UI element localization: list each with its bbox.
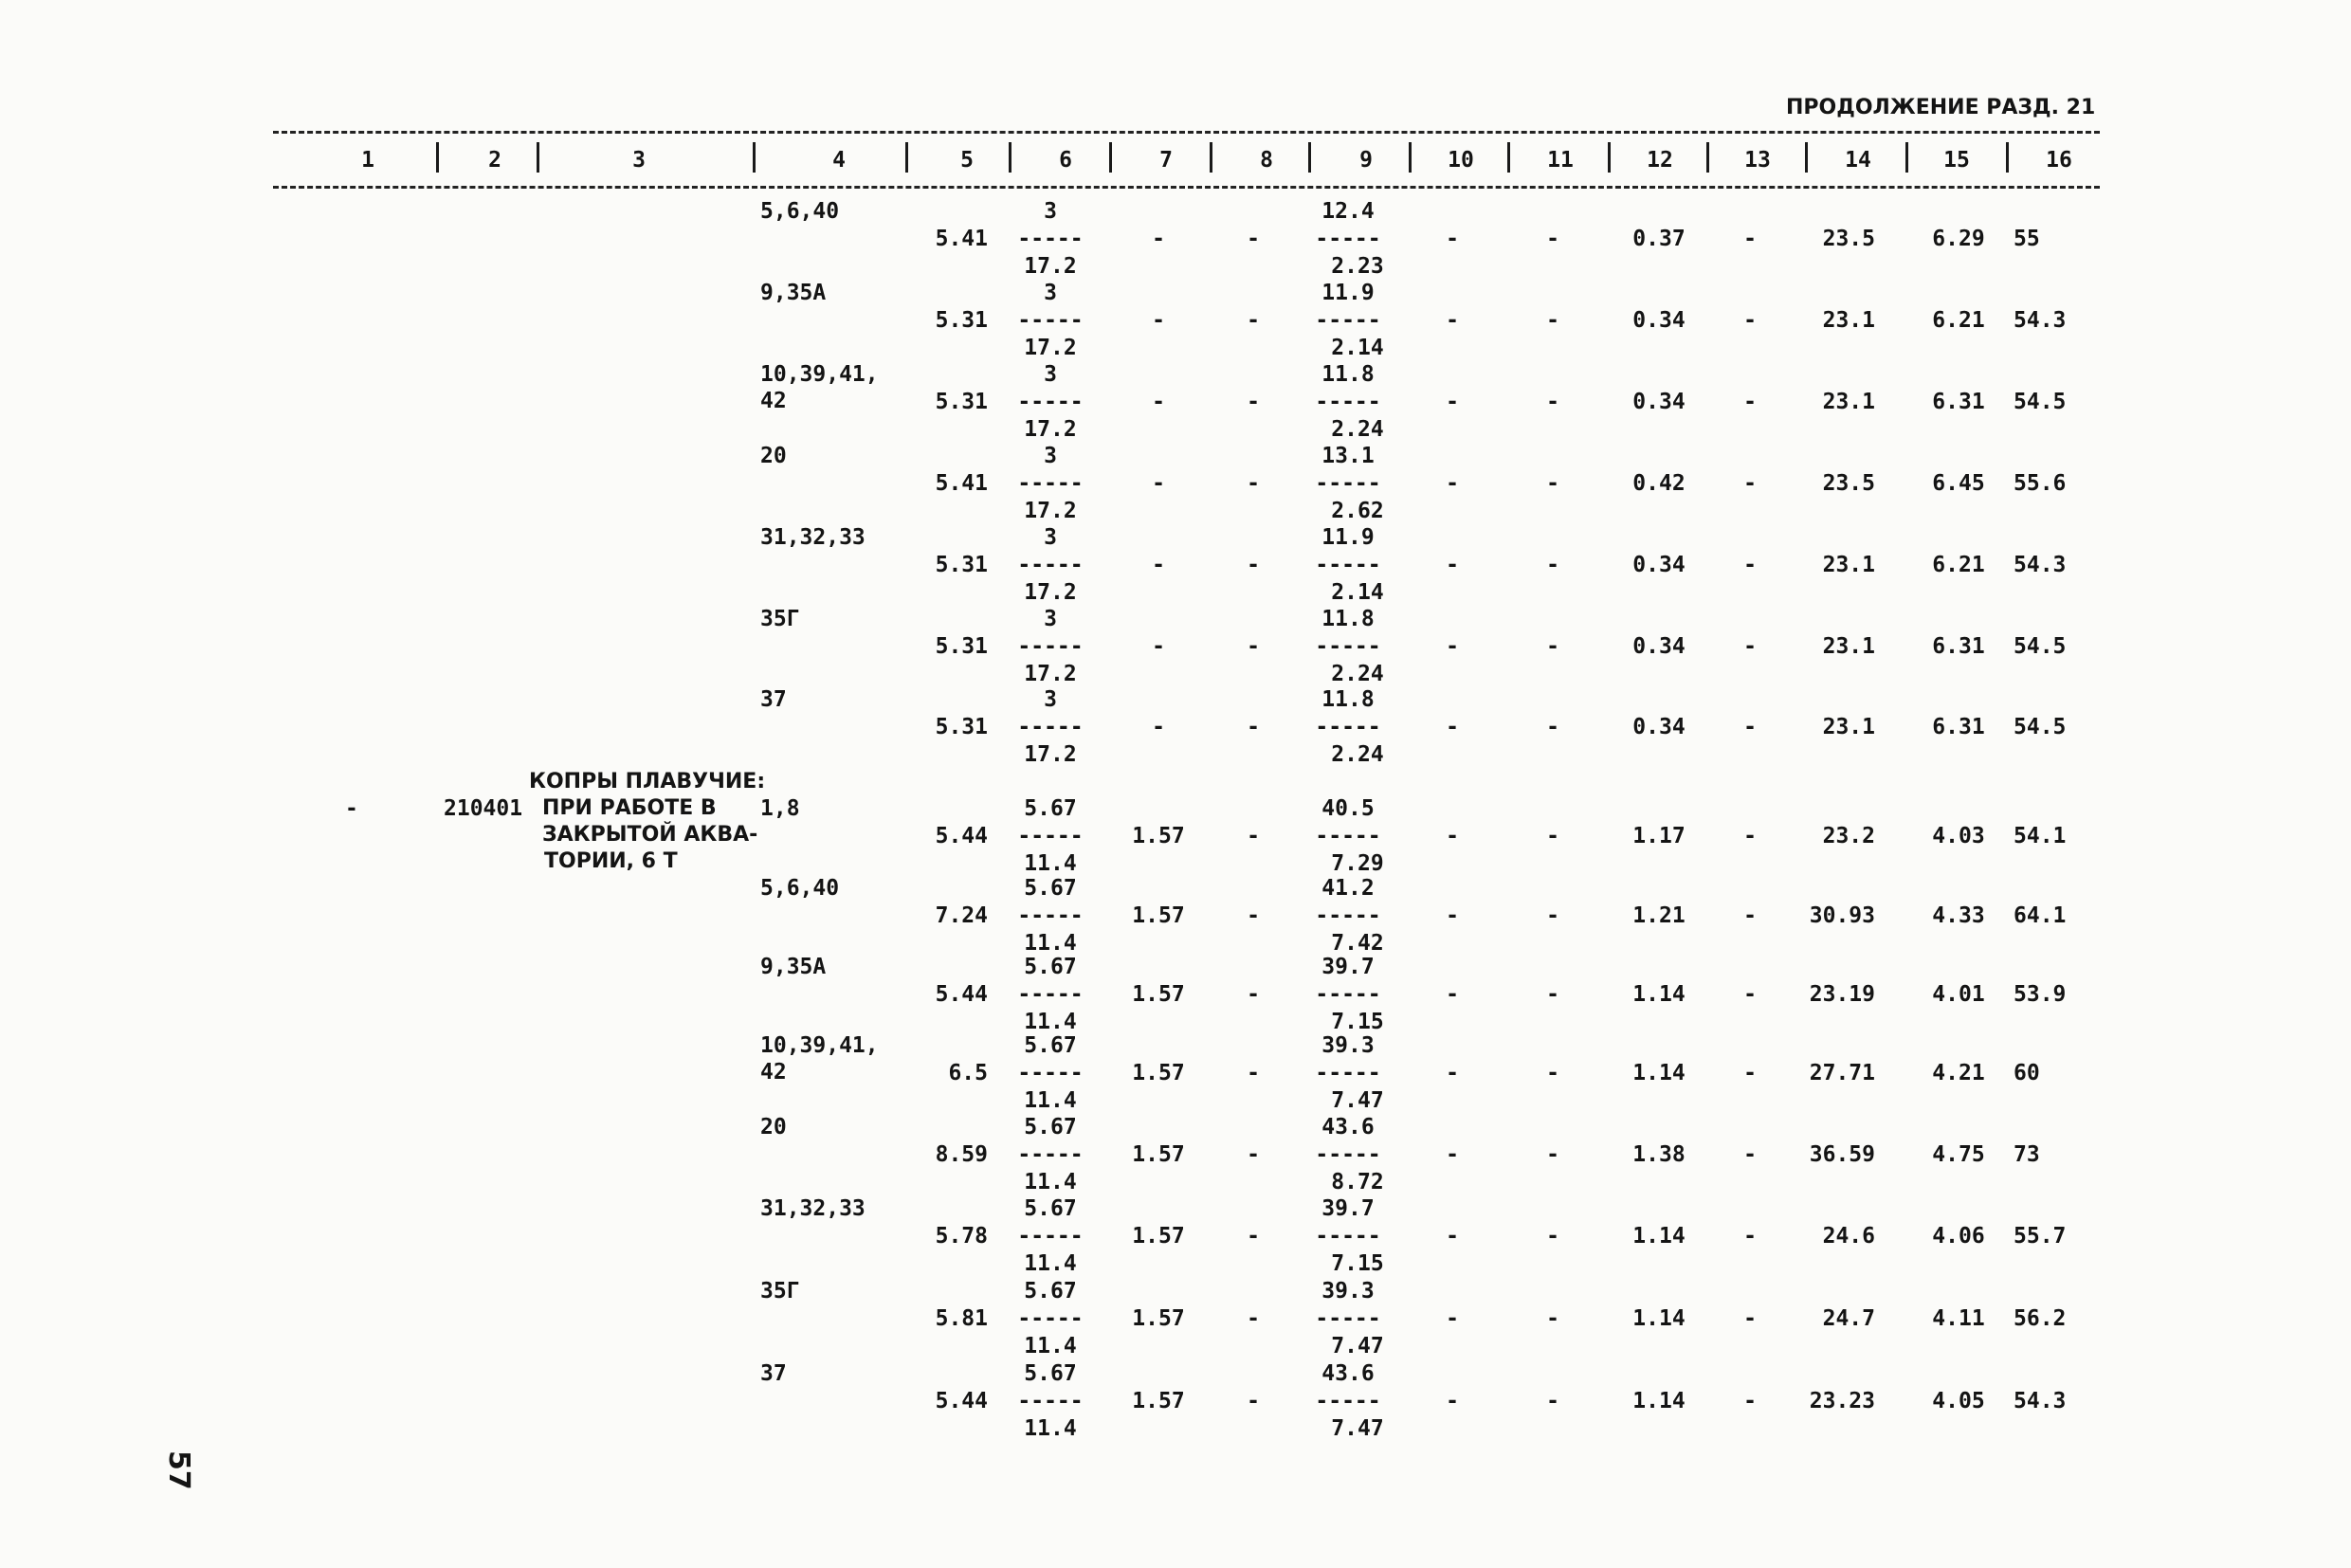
row-col16-value: 55 xyxy=(2014,227,2040,251)
column-header-7: 7 xyxy=(1159,148,1173,173)
row-col9-fraction-line: ----- xyxy=(1315,227,1381,251)
row-col16-value: 64.1 xyxy=(2014,903,2067,928)
row-col16-value: 54.3 xyxy=(2014,1389,2067,1413)
column-header-11: 11 xyxy=(1547,148,1574,173)
row-col4-label: 5,6,40 xyxy=(760,876,840,901)
row-col15-value: 6.29 xyxy=(1932,227,1985,251)
row-col4-label: 10,39,41, xyxy=(760,362,879,387)
row-col4-label: 31,32,33 xyxy=(760,525,866,550)
row-col9-denominator: 7.42 xyxy=(1331,931,1384,956)
row-col16-value: 54.5 xyxy=(2014,390,2067,414)
row-col10-value: - xyxy=(1446,715,1459,739)
row-col12-value: 1.14 xyxy=(1632,982,1686,1007)
row-col9-denominator: 2.24 xyxy=(1331,662,1384,686)
row-col6-numerator: 3 xyxy=(1044,607,1057,631)
row-col7-value: 1.57 xyxy=(1132,1142,1185,1167)
row-col9-fraction-line: ----- xyxy=(1315,1061,1381,1085)
row-col6-denominator: 11.4 xyxy=(1024,1334,1077,1358)
row-col10-value: - xyxy=(1446,308,1459,333)
row-col9-numerator: 11.9 xyxy=(1321,281,1375,305)
row-col10-value: - xyxy=(1446,553,1459,577)
row-col11-value: - xyxy=(1546,982,1559,1007)
column-header-12: 12 xyxy=(1647,148,1673,173)
row-col6-numerator: 3 xyxy=(1044,281,1057,305)
row-col9-fraction-line: ----- xyxy=(1315,715,1381,739)
group-name-line-1: КОПРЫ ПЛАВУЧИЕ: xyxy=(529,770,766,793)
row-col16-value: 54.5 xyxy=(2014,634,2067,659)
header-top-rule xyxy=(273,131,2100,134)
group-name-line-2: ПРИ РАБОТЕ В xyxy=(542,796,717,820)
row-col10-value: - xyxy=(1446,390,1459,414)
row-col15-value: 6.21 xyxy=(1932,308,1985,333)
row-col14-value: 23.1 xyxy=(1822,553,1875,577)
row-col14-value: 23.1 xyxy=(1822,715,1875,739)
row-col9-numerator: 13.1 xyxy=(1321,444,1375,468)
row-col4-label: 35Г xyxy=(760,607,800,631)
row-col12-value: 1.21 xyxy=(1632,903,1686,928)
row-col5-value: 5.78 xyxy=(935,1224,988,1249)
row-col13-value: - xyxy=(1743,903,1757,928)
row-col6-denominator: 17.2 xyxy=(1024,499,1077,523)
row-col9-numerator: 40.5 xyxy=(1321,796,1375,821)
row-col10-value: - xyxy=(1446,1389,1459,1413)
row-col7-value: - xyxy=(1152,715,1165,739)
row-col6-fraction-line: ----- xyxy=(1017,227,1084,251)
row-col9-denominator: 7.15 xyxy=(1331,1010,1384,1034)
row-col6-fraction-line: ----- xyxy=(1017,1224,1084,1249)
column-separator xyxy=(1805,142,1808,173)
row-col5-value: 6.5 xyxy=(948,1061,988,1085)
row-col10-value: - xyxy=(1446,1306,1459,1331)
row-col9-fraction-line: ----- xyxy=(1315,1142,1381,1167)
row-col16-value: 56.2 xyxy=(2014,1306,2067,1331)
row-col8-value: - xyxy=(1247,903,1260,928)
row-col9-fraction-line: ----- xyxy=(1315,634,1381,659)
row-col9-denominator: 7.47 xyxy=(1331,1088,1384,1113)
continuation-title: ПРОДОЛЖЕНИЕ РАЗД. 21 xyxy=(1786,96,2096,119)
row-col9-denominator: 7.47 xyxy=(1331,1416,1384,1441)
row-col11-value: - xyxy=(1546,1142,1559,1167)
row-col8-value: - xyxy=(1247,634,1260,659)
row-col10-value: - xyxy=(1446,1061,1459,1085)
row-col15-value: 4.06 xyxy=(1932,1224,1985,1249)
row-col12-value: 0.34 xyxy=(1632,390,1686,414)
row-col9-fraction-line: ----- xyxy=(1315,390,1381,414)
row-col8-value: - xyxy=(1247,471,1260,496)
column-separator xyxy=(1009,142,1011,173)
row-col12-value: 0.34 xyxy=(1632,308,1686,333)
column-separator xyxy=(436,142,439,173)
row-col5-value: 7.24 xyxy=(935,903,988,928)
row-col8-value: - xyxy=(1247,390,1260,414)
column-separator xyxy=(1608,142,1611,173)
row-col6-denominator: 17.2 xyxy=(1024,336,1077,360)
row-col5-value: 5.41 xyxy=(935,471,988,496)
row-col9-numerator: 11.8 xyxy=(1321,607,1375,631)
row-col8-value: - xyxy=(1247,553,1260,577)
row-col7-value: - xyxy=(1152,471,1165,496)
row-col16-value: 54.3 xyxy=(2014,553,2067,577)
row-col4-label: 37 xyxy=(760,687,787,712)
row-col14-value: 23.1 xyxy=(1822,390,1875,414)
row-col14-value: 23.1 xyxy=(1822,634,1875,659)
column-header-6: 6 xyxy=(1059,148,1072,173)
row-col6-numerator: 3 xyxy=(1044,525,1057,550)
group-col1: - xyxy=(345,796,358,821)
row-col16-value: 54.1 xyxy=(2014,824,2067,848)
row-col15-value: 6.31 xyxy=(1932,634,1985,659)
row-col12-value: 1.14 xyxy=(1632,1061,1686,1085)
row-col6-denominator: 17.2 xyxy=(1024,417,1077,442)
row-col11-value: - xyxy=(1546,903,1559,928)
row-col16-value: 54.3 xyxy=(2014,308,2067,333)
row-col15-value: 4.03 xyxy=(1932,824,1985,848)
row-col4-label: 37 xyxy=(760,1361,787,1386)
row-col14-value: 24.6 xyxy=(1822,1224,1875,1249)
row-col6-numerator: 5.67 xyxy=(1024,876,1077,901)
row-col8-value: - xyxy=(1247,1061,1260,1085)
row-col14-value: 23.1 xyxy=(1822,308,1875,333)
row-col10-value: - xyxy=(1446,824,1459,848)
row-col9-fraction-line: ----- xyxy=(1315,553,1381,577)
row-col9-fraction-line: ----- xyxy=(1315,903,1381,928)
row-col14-value: 23.5 xyxy=(1822,227,1875,251)
row-col9-numerator: 43.6 xyxy=(1321,1115,1375,1140)
row-col6-numerator: 5.67 xyxy=(1024,796,1077,821)
row-col16-value: 54.5 xyxy=(2014,715,2067,739)
row-col13-value: - xyxy=(1743,553,1757,577)
row-col9-numerator: 39.7 xyxy=(1321,1196,1375,1221)
row-col9-numerator: 39.7 xyxy=(1321,955,1375,979)
row-col6-fraction-line: ----- xyxy=(1017,824,1084,848)
column-separator xyxy=(537,142,539,173)
row-col6-fraction-line: ----- xyxy=(1017,903,1084,928)
row-col13-value: - xyxy=(1743,715,1757,739)
row-col9-denominator: 2.24 xyxy=(1331,417,1384,442)
row-col5-value: 5.44 xyxy=(935,824,988,848)
row-col6-numerator: 3 xyxy=(1044,362,1057,387)
column-header-16: 16 xyxy=(2046,148,2072,173)
column-separator xyxy=(1210,142,1212,173)
row-col6-fraction-line: ----- xyxy=(1017,634,1084,659)
row-col8-value: - xyxy=(1247,1306,1260,1331)
row-col6-denominator: 17.2 xyxy=(1024,254,1077,279)
row-col10-value: - xyxy=(1446,982,1459,1007)
row-col16-value: 53.9 xyxy=(2014,982,2067,1007)
row-col15-value: 6.21 xyxy=(1932,553,1985,577)
column-separator xyxy=(905,142,908,173)
column-header-2: 2 xyxy=(488,148,501,173)
row-col5-value: 5.31 xyxy=(935,308,988,333)
row-col9-numerator: 11.8 xyxy=(1321,362,1375,387)
row-col11-value: - xyxy=(1546,715,1559,739)
row-col9-fraction-line: ----- xyxy=(1315,1389,1381,1413)
row-col9-fraction-line: ----- xyxy=(1315,471,1381,496)
row-col7-value: - xyxy=(1152,634,1165,659)
row-col12-value: 1.38 xyxy=(1632,1142,1686,1167)
row-col11-value: - xyxy=(1546,1224,1559,1249)
row-col6-fraction-line: ----- xyxy=(1017,1061,1084,1085)
row-col5-value: 5.41 xyxy=(935,227,988,251)
row-col9-denominator: 7.15 xyxy=(1331,1251,1384,1276)
row-col6-fraction-line: ----- xyxy=(1017,1142,1084,1167)
row-col6-denominator: 11.4 xyxy=(1024,1416,1077,1441)
column-separator xyxy=(1308,142,1311,173)
row-col9-denominator: 2.24 xyxy=(1331,742,1384,767)
column-header-15: 15 xyxy=(1943,148,1970,173)
row-col11-value: - xyxy=(1546,471,1559,496)
row-col15-value: 4.75 xyxy=(1932,1142,1985,1167)
row-col6-fraction-line: ----- xyxy=(1017,553,1084,577)
group-name-line-3: ЗАКРЫТОЙ АКВА- xyxy=(542,823,758,847)
row-col9-fraction-line: ----- xyxy=(1315,824,1381,848)
row-col14-value: 36.59 xyxy=(1809,1142,1875,1167)
row-col9-numerator: 39.3 xyxy=(1321,1279,1375,1304)
row-col8-value: - xyxy=(1247,1142,1260,1167)
row-col15-value: 6.31 xyxy=(1932,390,1985,414)
row-col9-denominator: 2.14 xyxy=(1331,580,1384,605)
row-col13-value: - xyxy=(1743,471,1757,496)
row-col5-value: 5.31 xyxy=(935,634,988,659)
row-col9-fraction-line: ----- xyxy=(1315,1306,1381,1331)
row-col8-value: - xyxy=(1247,227,1260,251)
row-col6-denominator: 11.4 xyxy=(1024,1251,1077,1276)
row-col13-value: - xyxy=(1743,1142,1757,1167)
row-col13-value: - xyxy=(1743,1061,1757,1085)
header-bottom-rule xyxy=(273,186,2100,189)
row-col9-fraction-line: ----- xyxy=(1315,308,1381,333)
row-col6-fraction-line: ----- xyxy=(1017,390,1084,414)
row-col4-label: 1,8 xyxy=(760,796,800,821)
row-col9-numerator: 39.3 xyxy=(1321,1033,1375,1058)
row-col6-denominator: 11.4 xyxy=(1024,1010,1077,1034)
row-col9-numerator: 41.2 xyxy=(1321,876,1375,901)
column-header-4: 4 xyxy=(832,148,846,173)
column-header-9: 9 xyxy=(1359,148,1373,173)
row-col9-fraction-line: ----- xyxy=(1315,1224,1381,1249)
row-col10-value: - xyxy=(1446,471,1459,496)
row-col6-denominator: 11.4 xyxy=(1024,1170,1077,1194)
row-col5-value: 5.44 xyxy=(935,1389,988,1413)
row-col12-value: 0.42 xyxy=(1632,471,1686,496)
row-col12-value: 1.17 xyxy=(1632,824,1686,848)
row-col13-value: - xyxy=(1743,390,1757,414)
row-col6-fraction-line: ----- xyxy=(1017,982,1084,1007)
column-header-13: 13 xyxy=(1744,148,1771,173)
row-col14-value: 27.71 xyxy=(1809,1061,1875,1085)
column-header-3: 3 xyxy=(632,148,646,173)
row-col13-value: - xyxy=(1743,1306,1757,1331)
row-col6-denominator: 11.4 xyxy=(1024,851,1077,876)
row-col9-denominator: 2.14 xyxy=(1331,336,1384,360)
column-separator xyxy=(1905,142,1908,173)
row-col7-value: 1.57 xyxy=(1132,1306,1185,1331)
row-col15-value: 4.21 xyxy=(1932,1061,1985,1085)
row-col14-value: 23.5 xyxy=(1822,471,1875,496)
row-col16-value: 55.6 xyxy=(2014,471,2067,496)
row-col9-denominator: 7.47 xyxy=(1331,1334,1384,1358)
row-col16-value: 55.7 xyxy=(2014,1224,2067,1249)
row-col14-value: 23.2 xyxy=(1822,824,1875,848)
column-separator xyxy=(1109,142,1112,173)
row-col11-value: - xyxy=(1546,1061,1559,1085)
row-col15-value: 4.11 xyxy=(1932,1306,1985,1331)
row-col5-value: 5.31 xyxy=(935,553,988,577)
row-col15-value: 4.05 xyxy=(1932,1389,1985,1413)
row-col15-value: 6.45 xyxy=(1932,471,1985,496)
row-col11-value: - xyxy=(1546,1389,1559,1413)
column-separator xyxy=(753,142,756,173)
row-col7-value: - xyxy=(1152,553,1165,577)
row-col6-numerator: 5.67 xyxy=(1024,1361,1077,1386)
row-col13-value: - xyxy=(1743,308,1757,333)
row-col5-value: 5.31 xyxy=(935,715,988,739)
row-col9-denominator: 7.29 xyxy=(1331,851,1384,876)
row-col7-value: 1.57 xyxy=(1132,1061,1185,1085)
row-col7-value: 1.57 xyxy=(1132,1224,1185,1249)
column-header-5: 5 xyxy=(960,148,974,173)
row-col11-value: - xyxy=(1546,227,1559,251)
row-col14-value: 24.7 xyxy=(1822,1306,1875,1331)
row-col4-label: 9,35А xyxy=(760,955,827,979)
row-col6-denominator: 11.4 xyxy=(1024,931,1077,956)
row-col9-numerator: 11.8 xyxy=(1321,687,1375,712)
row-col8-value: - xyxy=(1247,824,1260,848)
row-col6-fraction-line: ----- xyxy=(1017,471,1084,496)
row-col6-numerator: 3 xyxy=(1044,687,1057,712)
row-col6-denominator: 11.4 xyxy=(1024,1088,1077,1113)
row-col11-value: - xyxy=(1546,634,1559,659)
row-col8-value: - xyxy=(1247,1224,1260,1249)
row-col16-value: 60 xyxy=(2014,1061,2040,1085)
row-col15-value: 4.01 xyxy=(1932,982,1985,1007)
row-col9-numerator: 43.6 xyxy=(1321,1361,1375,1386)
row-col13-value: - xyxy=(1743,227,1757,251)
row-col6-numerator: 3 xyxy=(1044,199,1057,224)
row-col11-value: - xyxy=(1546,308,1559,333)
row-col5-value: 5.44 xyxy=(935,982,988,1007)
row-col6-numerator: 5.67 xyxy=(1024,1196,1077,1221)
row-col12-value: 1.14 xyxy=(1632,1389,1686,1413)
row-col11-value: - xyxy=(1546,553,1559,577)
row-col9-numerator: 12.4 xyxy=(1321,199,1375,224)
row-col14-value: 30.93 xyxy=(1809,903,1875,928)
row-col10-value: - xyxy=(1446,227,1459,251)
row-col6-numerator: 3 xyxy=(1044,444,1057,468)
row-col9-denominator: 8.72 xyxy=(1331,1170,1384,1194)
row-col5-value: 5.81 xyxy=(935,1306,988,1331)
row-col6-fraction-line: ----- xyxy=(1017,1306,1084,1331)
row-col4-label: 9,35А xyxy=(760,281,827,305)
row-col11-value: - xyxy=(1546,390,1559,414)
row-col10-value: - xyxy=(1446,1142,1459,1167)
row-col13-value: - xyxy=(1743,824,1757,848)
row-col13-value: - xyxy=(1743,982,1757,1007)
row-col6-denominator: 17.2 xyxy=(1024,662,1077,686)
row-col6-numerator: 5.67 xyxy=(1024,955,1077,979)
row-col6-numerator: 5.67 xyxy=(1024,1033,1077,1058)
row-col13-value: - xyxy=(1743,1389,1757,1413)
row-col4-label: 5,6,40 xyxy=(760,199,840,224)
row-col12-value: 0.34 xyxy=(1632,553,1686,577)
row-col12-value: 0.37 xyxy=(1632,227,1686,251)
row-col6-fraction-line: ----- xyxy=(1017,1389,1084,1413)
row-col9-numerator: 11.9 xyxy=(1321,525,1375,550)
row-col12-value: 1.14 xyxy=(1632,1224,1686,1249)
row-col5-value: 5.31 xyxy=(935,390,988,414)
column-header-8: 8 xyxy=(1260,148,1273,173)
row-col4-label: 42 xyxy=(760,1060,787,1085)
row-col6-denominator: 17.2 xyxy=(1024,580,1077,605)
row-col7-value: - xyxy=(1152,227,1165,251)
row-col15-value: 4.33 xyxy=(1932,903,1985,928)
row-col9-fraction-line: ----- xyxy=(1315,982,1381,1007)
column-header-14: 14 xyxy=(1845,148,1871,173)
row-col8-value: - xyxy=(1247,982,1260,1007)
row-col4-label: 20 xyxy=(760,444,787,468)
row-col8-value: - xyxy=(1247,308,1260,333)
row-col7-value: 1.57 xyxy=(1132,824,1185,848)
row-col12-value: 0.34 xyxy=(1632,634,1686,659)
column-separator xyxy=(1507,142,1510,173)
row-col6-fraction-line: ----- xyxy=(1017,308,1084,333)
row-col8-value: - xyxy=(1247,1389,1260,1413)
row-col8-value: - xyxy=(1247,715,1260,739)
column-separator xyxy=(2006,142,2009,173)
row-col5-value: 8.59 xyxy=(935,1142,988,1167)
row-col10-value: - xyxy=(1446,903,1459,928)
row-col6-fraction-line: ----- xyxy=(1017,715,1084,739)
row-col4-label: 20 xyxy=(760,1115,787,1140)
row-col6-numerator: 5.67 xyxy=(1024,1115,1077,1140)
row-col11-value: - xyxy=(1546,824,1559,848)
row-col12-value: 1.14 xyxy=(1632,1306,1686,1331)
row-col4-label: 35Г xyxy=(760,1279,800,1304)
row-col9-denominator: 2.62 xyxy=(1331,499,1384,523)
row-col4-label: 10,39,41, xyxy=(760,1033,879,1058)
row-col14-value: 23.19 xyxy=(1809,982,1875,1007)
row-col4-label: 42 xyxy=(760,389,787,413)
row-col12-value: 0.34 xyxy=(1632,715,1686,739)
page-number: 57 xyxy=(162,1450,195,1490)
row-col15-value: 6.31 xyxy=(1932,715,1985,739)
row-col16-value: 73 xyxy=(2014,1142,2040,1167)
row-col10-value: - xyxy=(1446,634,1459,659)
group-code: 210401 xyxy=(444,796,523,821)
row-col13-value: - xyxy=(1743,1224,1757,1249)
row-col7-value: - xyxy=(1152,308,1165,333)
row-col6-numerator: 5.67 xyxy=(1024,1279,1077,1304)
column-header-1: 1 xyxy=(361,148,374,173)
column-separator xyxy=(1706,142,1709,173)
row-col14-value: 23.23 xyxy=(1809,1389,1875,1413)
column-separator xyxy=(1409,142,1412,173)
row-col6-denominator: 17.2 xyxy=(1024,742,1077,767)
row-col7-value: 1.57 xyxy=(1132,903,1185,928)
row-col7-value: 1.57 xyxy=(1132,982,1185,1007)
row-col13-value: - xyxy=(1743,634,1757,659)
row-col7-value: 1.57 xyxy=(1132,1389,1185,1413)
row-col11-value: - xyxy=(1546,1306,1559,1331)
group-name-line-4: ТОРИИ, 6 Т xyxy=(544,849,678,873)
row-col4-label: 31,32,33 xyxy=(760,1196,866,1221)
row-col7-value: - xyxy=(1152,390,1165,414)
row-col10-value: - xyxy=(1446,1224,1459,1249)
row-col9-denominator: 2.23 xyxy=(1331,254,1384,279)
column-header-10: 10 xyxy=(1448,148,1474,173)
